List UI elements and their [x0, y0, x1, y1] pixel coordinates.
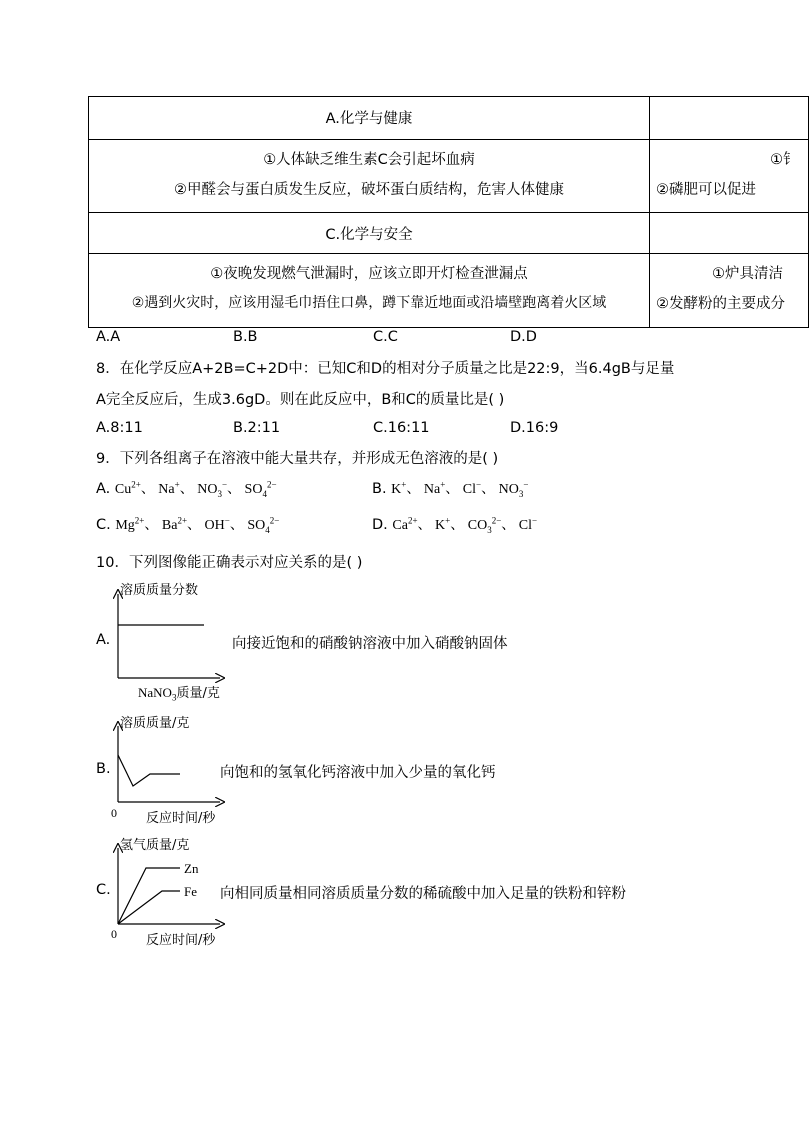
graph-a-desc: 向接近饱和的硝酸钠溶液中加入硝酸钠固体 — [232, 636, 508, 652]
q9-option-a[interactable] — [96, 478, 277, 498]
q9-option-b-label: B. — [372, 481, 387, 497]
graph-c-fe-label: Fe — [184, 884, 197, 899]
graph-b-desc: 向饱和的氢氧化钙溶液中加入少量的氧化钙 — [220, 765, 496, 781]
q9-option-b[interactable] — [372, 478, 528, 498]
q8-option-a[interactable]: A.8:11 — [96, 420, 143, 436]
q7-option-d[interactable]: D.D — [510, 329, 537, 345]
q9-option-a-ions: $Cu^{2+}$、 Na+、 $NO_3^-$、 $SO_4^{2-}$ — [114, 479, 277, 499]
q8-stem-line1: 8．在化学反应A+2B=C+2D中：已知C和D的相对分子质量之比是22:9，当6.4gB与足量 — [96, 361, 675, 377]
q7-table — [88, 96, 809, 328]
q8-stem-line2: A完全反应后，生成3.6gD。则在此反应中，B和C的质量比是( ) — [96, 392, 505, 408]
q10-option-b-label[interactable]: B. — [96, 761, 111, 777]
graph-a-xlabel: NaNO$_3$质量/克 — [138, 685, 220, 703]
cell-a-line1: ①人体缺乏维生素C会引起坏血病 — [263, 152, 475, 168]
q9-option-a-label: A. — [96, 481, 111, 497]
q7-option-a[interactable]: A.A — [96, 329, 121, 345]
cell-c-title — [89, 213, 650, 254]
q10-option-c-label[interactable]: C. — [96, 882, 111, 898]
graph-c-ylabel: 氢气质量/克 — [120, 838, 190, 853]
q7-option-c[interactable]: C.C — [373, 329, 398, 345]
q9-option-c-ions: $Mg^{2+}$、 $Ba^{2+}$、 OH−、 $SO_4^{2-}$ — [115, 515, 280, 535]
q10-stem: 10．下列图像能正确表示对应关系的是( ) — [96, 555, 363, 571]
cell-a-line2: ②甲醛会与蛋白质发生反应，破坏蛋白质结构，危害人体健康 — [174, 182, 564, 198]
q10-option-a-label[interactable]: A. — [96, 632, 111, 648]
graph-c-desc: 向相同质量相同溶质质量分数的稀硫酸中加入足量的铁粉和锌粉 — [220, 886, 626, 902]
cell-c-line1: ①夜晚发现燃气泄漏时，应该立即开灯检查泄漏点 — [210, 266, 528, 282]
graph-b-xlabel: 反应时间/秒 — [146, 811, 216, 826]
q9-option-b-ions: K+、 Na+、 Cl−、 $NO_3^-$ — [391, 479, 529, 499]
q8-option-c[interactable]: C.16:11 — [373, 420, 430, 436]
cell-d-line2: ②发酵粉的主要成分 — [656, 296, 785, 312]
cell-b-title — [650, 97, 809, 140]
graph-c-xlabel: 反应时间/秒 — [146, 933, 216, 948]
graph-c-zn-label: Zn — [184, 861, 199, 876]
q8-option-b[interactable]: B.2:11 — [233, 420, 281, 436]
graph-b-ylabel: 溶质质量/克 — [120, 716, 190, 731]
q9-option-d-label: D. — [372, 517, 388, 533]
q9-option-c-label: C. — [96, 517, 111, 533]
q9-option-c[interactable] — [96, 514, 279, 534]
graph-c-fe-curve — [118, 891, 180, 924]
cell-a-body — [89, 140, 650, 213]
cell-c-line2: ②遇到火灾时，应该用湿毛巾捂住口鼻，蹲下靠近地面或沿墙壁跑离着火区域 — [131, 295, 607, 311]
q8-option-d[interactable]: D.16:9 — [510, 420, 559, 436]
graph-b — [108, 722, 228, 808]
cell-c-body — [89, 254, 650, 328]
graph-b-origin: 0 — [111, 806, 117, 820]
graph-c — [108, 844, 228, 928]
graph-c-origin: 0 — [111, 927, 117, 941]
q9-option-d[interactable] — [372, 514, 537, 534]
cell-d-title — [650, 213, 809, 254]
cell-b-body — [650, 140, 809, 213]
cell-c-title-text: C.化学与安全 — [325, 227, 413, 243]
graph-b-curve — [118, 755, 180, 786]
cell-d-line1: ①炉具清洁 — [712, 266, 783, 282]
graph-c-zn-curve — [118, 868, 180, 924]
cell-b-line1: ①钅 — [770, 152, 798, 168]
graph-a-ylabel: 溶质质量分数 — [120, 583, 199, 598]
q7-option-b[interactable]: B.B — [233, 329, 258, 345]
cell-a-title-text: A.化学与健康 — [325, 111, 413, 127]
q9-option-d-ions: $Ca^{2+}$、 K+、 $CO_3^{2-}$、 Cl− — [392, 515, 538, 535]
q9-stem: 9．下列各组离子在溶液中能大量共存，并形成无色溶液的是( ) — [96, 451, 499, 467]
cell-a-title — [89, 97, 650, 140]
graph-a — [108, 590, 228, 690]
cell-b-line2: ②磷肥可以促进 — [656, 182, 756, 198]
cell-d-body — [650, 254, 809, 328]
